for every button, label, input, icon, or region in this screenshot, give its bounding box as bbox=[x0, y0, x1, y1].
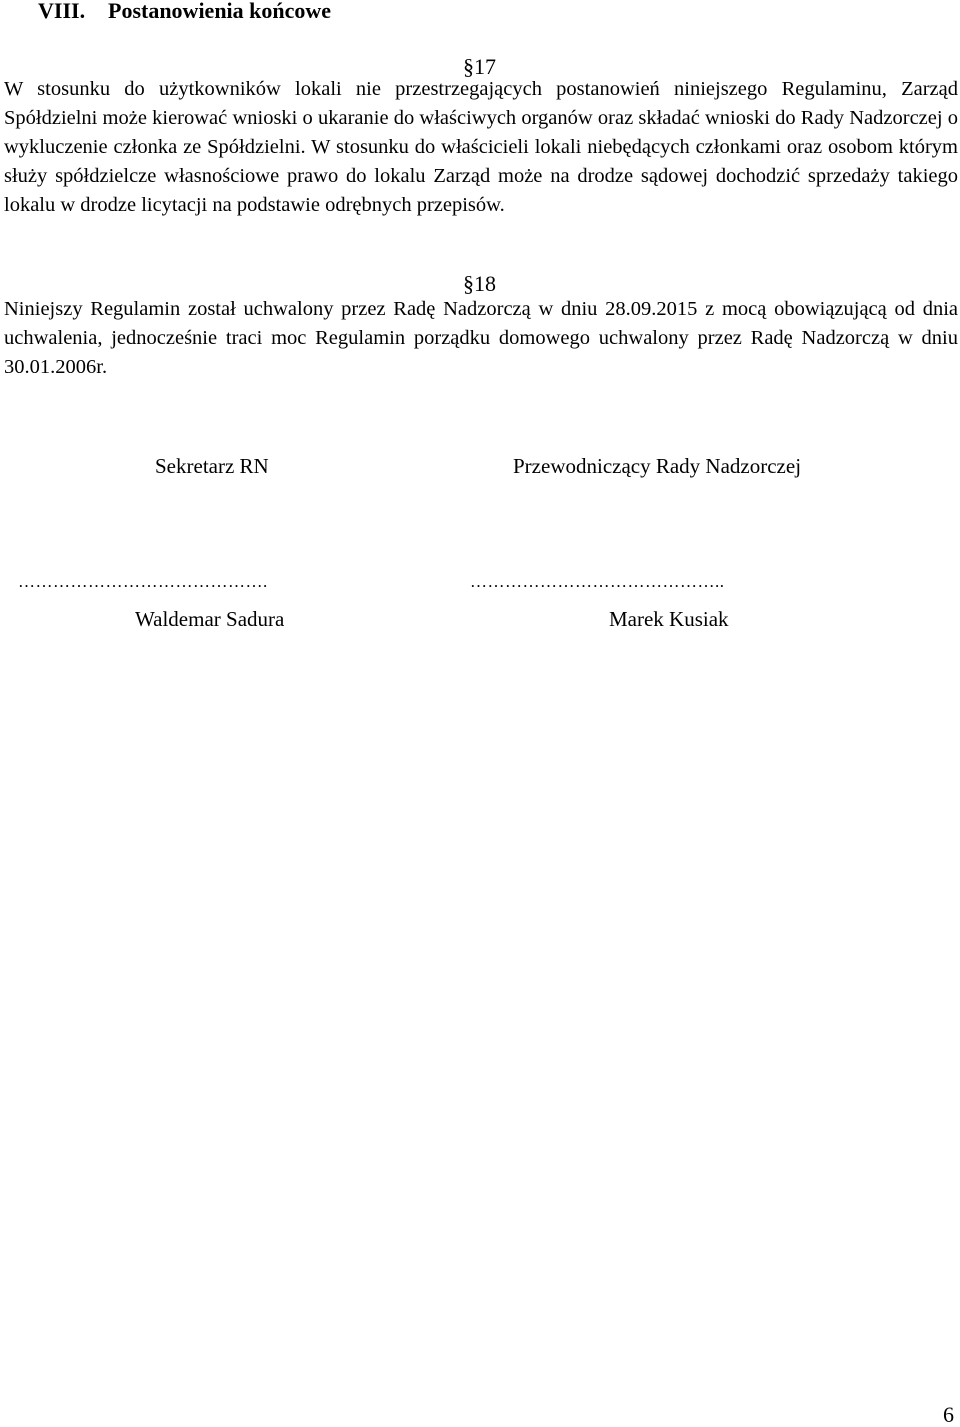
section-heading bbox=[38, 0, 331, 24]
signature-left-line: ……………………………………. bbox=[18, 572, 268, 591]
section-number: VIII. bbox=[38, 0, 86, 23]
signature-right-title: Przewodniczący Rady Nadzorczej bbox=[513, 454, 802, 478]
paragraph-17-marker: §17 bbox=[463, 54, 496, 79]
signature-left-title: Sekretarz RN bbox=[155, 454, 269, 478]
paragraph-18-marker: §18 bbox=[463, 271, 496, 296]
paragraph-17-sentence-2: W stosunku do właścicieli lokali niebędących członkami oraz osobom którym służy spółdzielcze własnościowe prawo do lokalu Zarząd może na drodze sądowej dochodzić sprzedaży takiego lokalu w drodze licytacji na podstawie odrębnych przepisów. bbox=[4, 136, 958, 216]
section-title: Postanowienia końcowe bbox=[108, 0, 332, 23]
signature-left-name: Waldemar Sadura bbox=[135, 607, 285, 631]
paragraph-18-text: Niniejszy Regulamin został uchwalony przez Radę Nadzorczą w dniu 28.09.2015 z mocą obowiązującą od dnia uchwalenia, jednocześnie traci moc Regulamin porządku domowego uchwalony przez Radę Nadzorczą w dniu 30.01.2006r. bbox=[4, 298, 958, 378]
paragraph-17-text bbox=[4, 75, 958, 220]
signature-right-line: …………………………………….. bbox=[470, 572, 725, 591]
signature-right-name: Marek Kusiak bbox=[609, 607, 729, 631]
paragraph-17-sentence-1: W stosunku do użytkowników lokali nie przestrzegających postanowień niniejszego Regulaminu, Zarząd Spółdzielni może kierować wnioski o ukaranie do właściwych organów oraz składać wnioski do Rady Nadzorczej o wykluczenie członka ze Spółdzielni. bbox=[4, 78, 958, 158]
page-number: 6 bbox=[943, 1402, 954, 1427]
